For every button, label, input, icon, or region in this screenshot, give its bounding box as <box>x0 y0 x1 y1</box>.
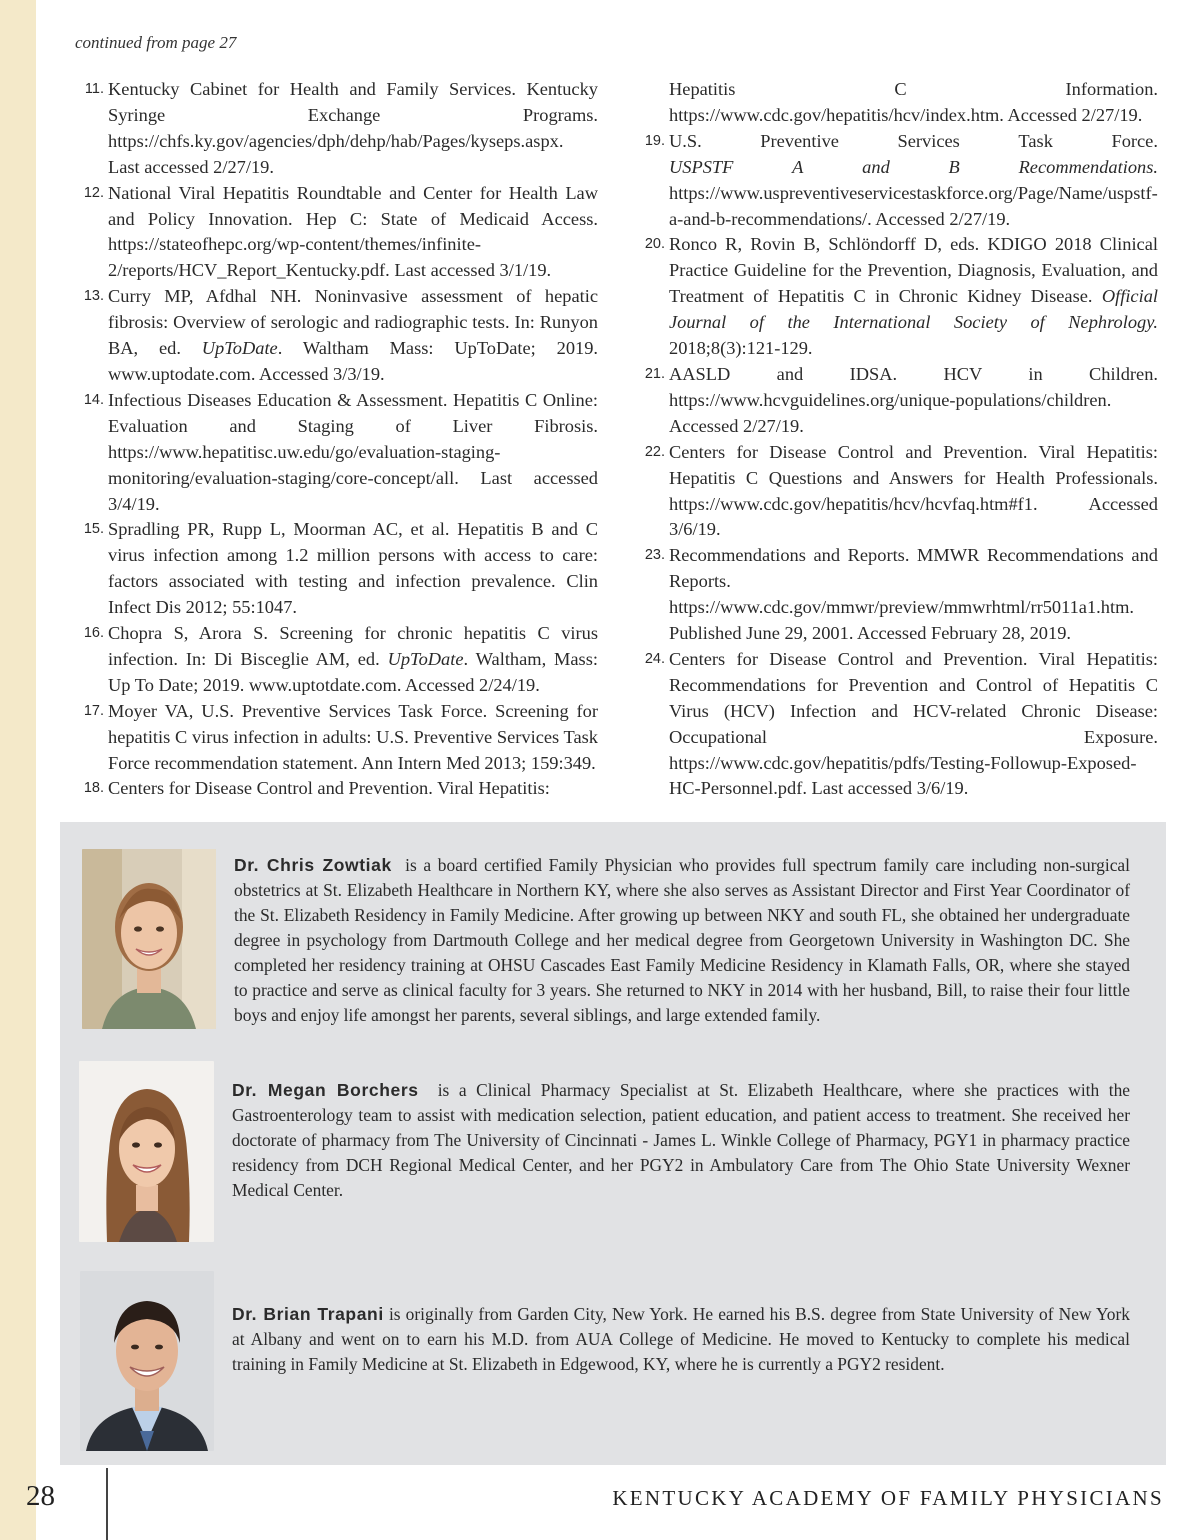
reference-text: https://www.uspreventiveservicestaskforce.org/Page/Name/uspstf-a-and-b-recommendations/. Accessed 2/27/19. <box>669 182 1158 229</box>
reference-line <box>669 129 1158 155</box>
reference-number: 19. <box>644 132 665 149</box>
reference-text: Ronco R, Rovin B, Schlöndorff D, eds. KDIGO 2018 Clinical Practice Guideline for the Prevention, Diagnosis, Evaluation, and Treatment of Hepatitis C in Chronic Kidney Disease. <box>669 234 1158 307</box>
reference-number: 12. <box>83 184 104 201</box>
reference-word: and <box>862 156 890 177</box>
reference-word: Services <box>897 130 960 151</box>
reference-number: 21. <box>644 365 665 382</box>
decorative-side-strip <box>0 0 36 1540</box>
author-name: Dr. Chris Zowtiak <box>234 855 392 875</box>
reference-text: AASLD and IDSA. HCV in Children. https://www.hcvguidelines.org/unique-populations/children. Accessed 2/27/19. <box>669 363 1158 436</box>
reference-item <box>636 647 1158 802</box>
reference-item <box>636 362 1158 440</box>
reference-text-tail: 2018;8(3):121-129. <box>669 338 813 359</box>
reference-text: Infectious Diseases Education & Assessment. Hepatitis C Online: Evaluation and Staging of Liver Fibrosis. https://www.hepatitisc.uw.edu/go/evaluation-staging-monitoring/evaluation-staging/core-concept/all. Last accessed 3/4/19. <box>108 389 598 514</box>
reference-text-tail: . Waltham Mass: UpToDate; 2019. www.uptodate.com. Accessed 3/3/19. <box>108 338 598 384</box>
reference-number: 17. <box>83 702 104 719</box>
reference-word: Preventive <box>760 130 839 151</box>
footer-divider <box>106 1468 108 1540</box>
reference-number: 14. <box>83 391 104 408</box>
reference-item <box>75 621 598 699</box>
author-bio-borchers <box>232 1078 1130 1203</box>
reference-continuation: Hepatitis C Information. https://www.cdc.gov/hepatitis/hcv/index.htm. Accessed 2/27/19. <box>669 79 1158 125</box>
reference-text-tail: . Waltham, Mass: Up To Date; 2019. www.uptotdate.com. Accessed 2/24/19. <box>108 648 598 695</box>
reference-item <box>75 284 598 388</box>
reference-word: Force. <box>1111 130 1158 151</box>
reference-word: USPSTF <box>669 156 734 177</box>
reference-source-italic: UpToDate <box>201 338 278 359</box>
author-bio-zowtiak <box>234 853 1130 1028</box>
reference-text: Recommendations and Reports. MMWR Recommendations and Reports. https://www.cdc.gov/mmwr/preview/mmwrhtml/rr5011a1.htm. Published June 29, 2001. Accessed February 28, 2019. <box>669 545 1158 644</box>
reference-text: Kentucky Cabinet for Health and Family Services. Kentucky Syringe Exchange Programs. https://chfs.ky.gov/agencies/dph/dehp/hab/Pages/kyseps.aspx. Last accessed 2/27/19. <box>108 79 598 177</box>
reference-text: National Viral Hepatitis Roundtable and Center for Health Law and Policy Innovation. Hep C: State of Medicaid Access. https://stateofhepc.org/wp-content/themes/infinite-2/reports/HCV_Report_Kentucky.pdf. Last accessed 3/1/19. <box>108 182 598 281</box>
reference-text: Centers for Disease Control and Prevention. Viral Hepatitis: <box>108 778 550 799</box>
reference-item <box>75 699 598 777</box>
reference-text: Moyer VA, U.S. Preventive Services Task Force. Screening for hepatitis C virus infection in adults: U.S. Preventive Services Task Force recommendation statement. Ann Intern Med 2013; 159:349. <box>108 700 598 773</box>
reference-text: Chopra S, Arora S. Screening for chronic hepatitis C virus infection. In: Di Bisceglie AM, ed. <box>108 623 598 669</box>
reference-number: 20. <box>644 236 665 253</box>
reference-number: 16. <box>83 625 104 642</box>
reference-number: 24. <box>644 650 665 667</box>
reference-text: Centers for Disease Control and Prevention. Viral Hepatitis: Recommendations for Prevention and Control of Hepatitis C Virus (HCV) Infection and HCV-related Chronic Disease: Occupational Exposure. https://www.cdc.gov/hepatitis/pdfs/Testing-Followup-Exposed-HC-Personnel.pdf. Last accessed 3/6/19. <box>669 648 1158 799</box>
reference-item <box>636 440 1158 544</box>
reference-text: Centers for Disease Control and Prevention. Viral Hepatitis: Hepatitis C Questions and Answers for Health Professionals. https://www.cdc.gov/hepatitis/hcv/hcvfaq.htm#f1. Accessed 3/6/19. <box>669 441 1158 540</box>
reference-word: U.S. <box>669 130 702 151</box>
reference-word: B <box>948 156 960 177</box>
reference-number: 11. <box>84 81 104 97</box>
reference-item <box>75 776 598 802</box>
references-right-column <box>636 77 1158 802</box>
reference-word: Task <box>1018 130 1053 151</box>
reference-word: A <box>792 156 804 177</box>
author-bio-text: is a board certified Family Physician who provides full spectrum family care including non-surgical obstetrics at St. Elizabeth Healthcare in Northern KY, where she also serves as Assistant Director and First Year Coordinator of the St. Elizabeth Residency in Family Medicine. After growing up between NKY and south FL, she obtained her undergraduate degree in psychology from Dartmouth College and her medical degree from Georgetown University in Washington DC. She completed her residency training at OHSU Cascades East Family Medicine Residency in Klamath Falls, OR, where she stayed to practice and serve as clinical faculty for 3 years. She returned to NKY in 2014 with her husband, Bill, to raise their four little boys and enjoy life amongst her parents, several siblings, and large extended family. <box>234 855 1130 1025</box>
reference-number: 13. <box>83 288 104 305</box>
reference-source-italic: Official Journal of the International Society of Nephrology. <box>669 286 1158 333</box>
reference-item <box>636 543 1158 647</box>
reference-number: 15. <box>83 521 104 538</box>
continued-note: continued from page 27 <box>75 33 237 52</box>
author-bio-text: is originally from Garden City, New York. He earned his B.S. degree from State University of New York at Albany and went on to earn his M.D. from AUA College of Medicine. He moved to Kentucky to complete his medical training in Family Medicine at St. Elizabeth in Edgewood, KY, where he is currently a PGY2 resident. <box>232 1304 1130 1374</box>
reference-source-italic: UpToDate <box>387 648 464 669</box>
references-left-column <box>75 77 598 802</box>
reference-text: Curry MP, Afdhal NH. Noninvasive assessment of hepatic fibrosis: Overview of serologic and radiographic tests. In: Runyon BA, ed. <box>108 286 598 359</box>
reference-item <box>75 388 598 518</box>
author-photo-trapani <box>80 1271 214 1451</box>
reference-item <box>75 181 598 285</box>
reference-line-italic <box>669 155 1158 181</box>
author-photo-zowtiak <box>82 849 216 1029</box>
reference-word: Recommendations. <box>1018 156 1158 177</box>
reference-item <box>636 232 1158 362</box>
reference-text: Spradling PR, Rupp L, Moorman AC, et al. Hepatitis B and C virus infection among 1.2 million persons with access to care: factors associated with testing and infection prevalence. Clin Infect Dis 2012; 55:1047. <box>108 519 598 618</box>
reference-number: 23. <box>644 547 665 564</box>
page-number: 28 <box>26 1480 55 1512</box>
author-photo-borchers <box>79 1061 214 1242</box>
reference-item <box>75 517 598 621</box>
author-bio-trapani <box>232 1302 1130 1377</box>
author-bio-text: is a Clinical Pharmacy Specialist at St. Elizabeth Healthcare, where she practices with the Gastroenterology team to assist with medication selection, patient education, and patient access to treatment. She received her doctorate of pharmacy from The University of Cincinnati - James L. Winkle College of Pharmacy, PGY1 in pharmacy practice residency from DCH Regional Medical Center, and her PGY2 in Ambulatory Care from The Ohio State University Wexner Medical Center. <box>232 1080 1130 1200</box>
author-name: Dr. Brian Trapani <box>232 1304 384 1324</box>
reference-item <box>75 77 598 181</box>
reference-number: 22. <box>644 443 665 460</box>
reference-item <box>636 129 1158 233</box>
reference-number: 18. <box>83 780 104 797</box>
author-name: Dr. Megan Borchers <box>232 1080 419 1100</box>
publication-title: KENTUCKY ACADEMY OF FAMILY PHYSICIANS <box>612 1486 1164 1510</box>
